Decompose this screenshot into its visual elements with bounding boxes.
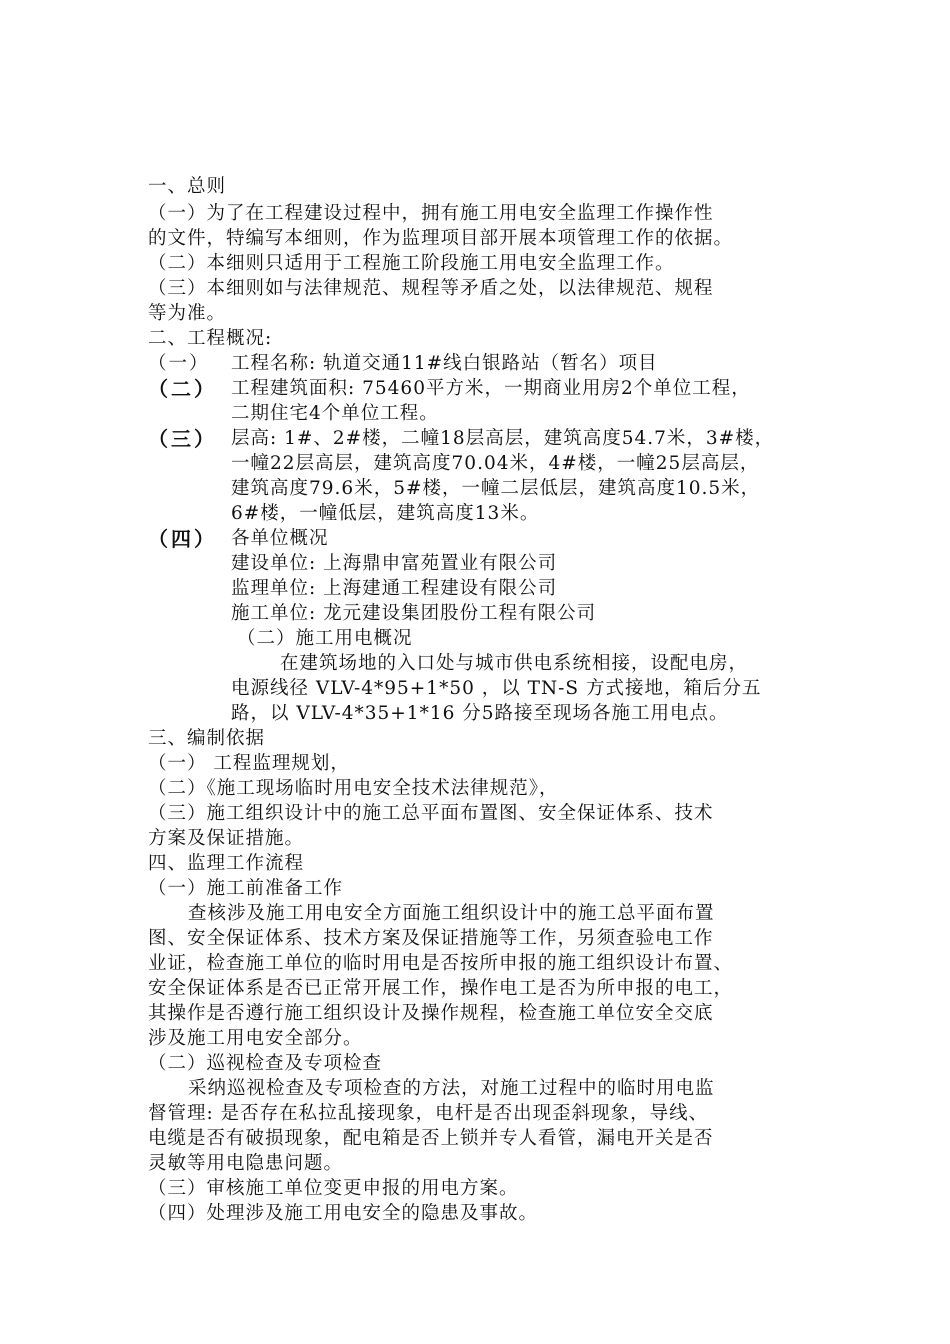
section-3-heading: 三、编制依据 bbox=[148, 728, 266, 749]
paragraph-line: 层高: 1#、2#楼，二幢18层高层，建筑高度54.7米，3#楼， bbox=[231, 428, 775, 449]
list-label: （一） bbox=[148, 353, 210, 374]
subsection-heading: （二）巡视检查及专项检查 bbox=[148, 1053, 383, 1074]
subsection-heading: （一）施工前准备工作 bbox=[148, 878, 344, 899]
paragraph-line: 安全保证体系是否已正常开展工作，操作电工是否为所申报的电工， bbox=[148, 978, 734, 999]
section-2-heading: 二、工程概况: bbox=[148, 328, 273, 349]
paragraph-line: 灵敏等用电隐患问题。 bbox=[148, 1153, 344, 1174]
paragraph-line: （一）为了在工程建设过程中，拥有施工用电安全监理工作操作性 bbox=[148, 203, 714, 224]
paragraph-line: （二）《施工现场临时用电安全技术法律规范》， bbox=[148, 778, 559, 799]
paragraph-line: （二）本细则只适用于工程施工阶段施工用电安全监理工作。 bbox=[148, 253, 675, 274]
paragraph-line: 在建筑场地的入口处与城市供电系统相接，设配电房， bbox=[280, 653, 749, 674]
subsection-heading: （二）施工用电概况 bbox=[237, 628, 413, 649]
paragraph-line: 监理单位: 上海建通工程建设有限公司 bbox=[231, 578, 558, 599]
paragraph-line: 的文件，特编写本细则，作为监理项目部开展本项管理工作的依据。 bbox=[148, 228, 734, 249]
paragraph-line: （四）处理涉及施工用电安全的隐患及事故。 bbox=[148, 1203, 539, 1224]
paragraph-line: 各单位概况 bbox=[231, 528, 329, 549]
paragraph-line: 查核涉及施工用电安全方面施工组织设计中的施工总平面布置 bbox=[188, 903, 715, 924]
paragraph-line: 业证，检查施工单位的临时用电是否按所申报的施工组织设计布置、 bbox=[148, 953, 734, 974]
paragraph-line: 方案及保证措施。 bbox=[148, 828, 305, 849]
paragraph-line: 二期住宅4个单位工程。 bbox=[231, 403, 439, 424]
paragraph-line: 6#楼，一幢低层，建筑高度13米。 bbox=[231, 503, 540, 524]
list-label: （三） bbox=[148, 427, 217, 451]
paragraph-line: 督管理: 是否存在私拉乱接现象，电杆是否出现歪斜现象，导线、 bbox=[148, 1103, 709, 1124]
paragraph-line: 等为准。 bbox=[148, 303, 227, 324]
paragraph-line: 采纳巡视检查及专项检查的方法，对施工过程中的临时用电监 bbox=[188, 1078, 715, 1099]
paragraph-line: 涉及施工用电安全部分。 bbox=[148, 1028, 363, 1049]
paragraph-line: 电源线径 VLV-4*95+1*50 ，以 TN-S 方式接地，箱后分五 bbox=[231, 678, 762, 699]
paragraph-line: 工程名称: 轨道交通11#线白银路站（暂名）项目 bbox=[231, 353, 658, 374]
paragraph-line: （三）审核施工单位变更申报的用电方案。 bbox=[148, 1178, 519, 1199]
paragraph-line: 其操作是否遵行施工组织设计及操作规程，检查施工单位安全交底 bbox=[148, 1003, 714, 1024]
section-4-heading: 四、监理工作流程 bbox=[148, 853, 305, 874]
paragraph-line: 一幢22层高层，建筑高度70.04米，4#楼，一幢25层高层， bbox=[231, 453, 760, 474]
paragraph-line: 电缆是否有破损现象，配电箱是否上锁并专人看管，漏电开关是否 bbox=[148, 1128, 714, 1149]
paragraph-line: （一） 工程监理规划， bbox=[148, 753, 350, 774]
paragraph-line: （三）本细则如与法律规范、规程等矛盾之处，以法律规范、规程 bbox=[148, 278, 714, 299]
list-label: （二） bbox=[148, 377, 217, 401]
paragraph-line: 路，以 VLV-4*35+1*16 分5路接至现场各施工用电点。 bbox=[231, 703, 729, 724]
paragraph-line: （三）施工组织设计中的施工总平面布置图、安全保证体系、技术 bbox=[148, 803, 714, 824]
paragraph-line: 建筑高度79.6米，5#楼，一幢二层低层，建筑高度10.5米， bbox=[231, 478, 761, 499]
paragraph-line: 施工单位: 龙元建设集团股份工程有限公司 bbox=[231, 603, 597, 624]
paragraph-line: 图、安全保证体系、技术方案及保证措施等工作，另须查验电工作 bbox=[148, 928, 714, 949]
paragraph-line: 建设单位: 上海鼎申富苑置业有限公司 bbox=[231, 553, 558, 574]
paragraph-line: 工程建筑面积: 75460平方米，一期商业用房2个单位工程， bbox=[231, 378, 751, 399]
list-label: （四） bbox=[148, 527, 217, 551]
section-1-heading: 一、总则 bbox=[148, 176, 227, 197]
